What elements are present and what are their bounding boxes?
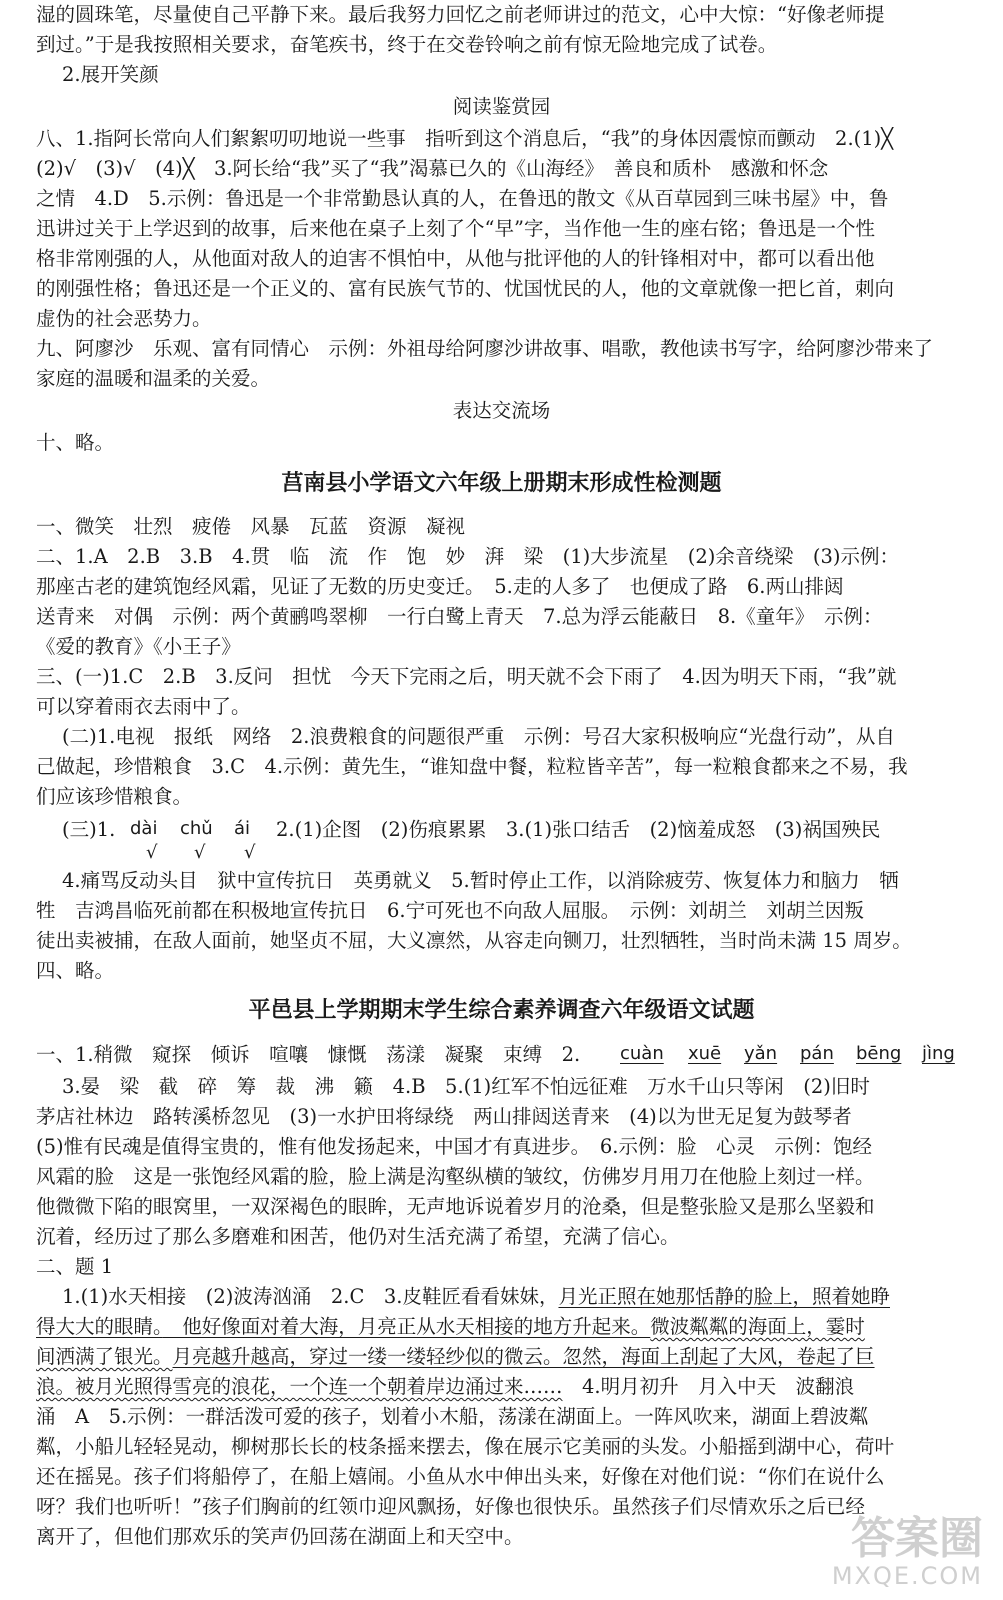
text-line <box>36 1342 875 1372</box>
pinyin-answer: yǎn <box>744 1043 778 1064</box>
text-line: 可以穿着雨衣去雨中了。 <box>36 695 251 718</box>
text-line: 们应该珍惜粮食。 <box>36 785 193 808</box>
text-line: 二、1.A 2.B 3.B 4.贯 临 流 作 饱 妙 湃 梁 (1)大步流星 (2)余音绕梁 (3)示例： <box>36 545 900 568</box>
text-line: 呀？我们也听听！”孩子们胸前的红领巾迎风飘扬，好像也很快乐。虽然孩子们尽情欢乐之后已经 <box>36 1495 865 1518</box>
text-line: 徒出卖被捕，在敌人面前，她坚贞不屈，大义凛然，从容走向铡刀，壮烈牺牲，当时尚未满 15 周岁。 <box>36 929 912 952</box>
pinyin-answer: cuàn <box>620 1043 664 1064</box>
text-line: 己做起，珍惜粮食 3.C 4.示例：黄先生，“谁知盘中餐，粒粒皆辛苦”，每一粒粮食都来之不易，我 <box>36 755 908 778</box>
text-line: 《爱的教育》《小王子》 <box>36 635 241 658</box>
section-heading-reading: 阅读鉴赏园 <box>452 95 551 118</box>
text-line: 家庭的温暖和温柔的关爱。 <box>36 367 271 390</box>
check-mark-icon: √ <box>244 842 256 863</box>
text-line: 一、1.稍微 窥探 倾诉 喧嚷 慷慨 荡漾 凝聚 束缚 2. <box>36 1043 581 1066</box>
text-line: 二、题 1 <box>36 1255 114 1278</box>
pinyin-answer: ái <box>234 818 251 839</box>
text-line: (2)√ (3)√ (4)╳ 3.阿长给“我”买了“我”渴慕已久的《山海经》 善良和质朴 感激和怀念 <box>36 157 829 180</box>
exam-title-pingyi: 平邑县上学期期末学生综合素养调查六年级语文试题 <box>248 998 755 1023</box>
text-line: 他微微下陷的眼窝里，一双深褐色的眼眸，无声地诉说着岁月的沧桑，但是整张脸又是那么坚毅和 <box>36 1195 875 1218</box>
watermark-site: MXQE.COM <box>831 1562 983 1590</box>
text-line: (三)1. <box>62 818 116 841</box>
text-line: 湿的圆珠笔，尽量使自己平静下来。最后我努力回忆之前老师讲过的范文，心中大惊：“好像老师提 <box>36 3 885 26</box>
exam-title-junan: 莒南县小学语文六年级上册期末形成性检测题 <box>281 471 722 496</box>
check-mark-icon: √ <box>194 842 206 863</box>
text-line: 格非常刚强的人，从他面对敌人的迫害不惧怕中，从他与批评他的人的针锋相对中，都可以看出他 <box>36 247 875 270</box>
text-line: 浪。被月光照得雪亮的浪花，一个连一个朝着岸边涌过来…… 4.明月初升 月入中天 波翻浪 <box>36 1375 855 1398</box>
text-line: (5)惟有民魂是值得宝贵的，惟有他发扬起来，中国才有真进步。 6.示例：脸 心灵 示例：饱经 <box>36 1135 872 1158</box>
text-line: 4.痛骂反动头目 狱中宣传抗日 英勇就义 5.暂时停止工作，以消除疲劳、恢复体力和脑力 牺 <box>62 869 899 892</box>
text-line: 风霜的脸 这是一张饱经风霜的脸，脸上满是沟壑纵横的皱纹，仿佛岁月用刀在他脸上刻过一样。 <box>36 1165 875 1188</box>
text-line: 送青来 对偶 示例：两个黄鹂鸣翠柳 一行白鹭上青天 7.总为浮云能蔽日 8.《童年》 示例： <box>36 605 883 628</box>
pinyin-answer: pán <box>800 1043 834 1064</box>
text-line: 1.(1)水天相接 (2)波涛汹涌 2.C 3.皮鞋匠看看妹妹，月光正照在她那恬静的脸上，照着她睁 <box>62 1285 890 1308</box>
text-line: 到过。”于是我按照相关要求，奋笔疾书，终于在交卷铃响之前有惊无险地完成了试卷。 <box>36 33 778 56</box>
text-line: 迅讲过关于上学迟到的故事，后来他在桌子上刻了个“早”字，当作他一生的座右铭；鲁迅是一个性 <box>36 217 875 240</box>
text-line: 3.晏 梁 截 碎 筹 裁 沸 籁 4.B 5.(1)红军不怕远征难 万水千山只等闲 (2)旧时 <box>62 1075 870 1098</box>
text-line: 一、微笑 壮烈 疲倦 风暴 瓦蓝 资源 凝视 <box>36 515 466 538</box>
text-line: 还在摇晃。孩子们将船停了，在船上嬉闹。小鱼从水中伸出头来，好像在对他们说：“你们在说什么 <box>36 1465 885 1488</box>
text-line: 茅店社林边 路转溪桥忽见 (3)一水护田将绿绕 两山排闼送青来 (4)以为世无足复为鼓琴者 <box>36 1105 852 1128</box>
pinyin-answer: bēng <box>856 1043 902 1064</box>
underlined-answer: 得大大的眼睛。 <box>36 1315 163 1338</box>
underlined-answer: 月光正照在她那恬静的脸上，照着她睁 <box>558 1285 890 1308</box>
text-line: 三、(一)1.C 2.B 3.反问 担忧 今天下完雨之后，明天就不会下雨了 4.因为明天下雨，“我”就 <box>36 665 897 688</box>
text-line: 2.展开笑颜 <box>62 63 159 86</box>
watermark <box>831 1513 983 1590</box>
watermark-logo: 答案圈 <box>851 1513 983 1564</box>
check-mark-icon: √ <box>146 842 158 863</box>
text-line <box>36 1312 865 1342</box>
text-line: 虚伪的社会恶势力。 <box>36 307 212 330</box>
wavy-underlined-answer: 间洒满了银光。 <box>36 1345 173 1368</box>
text-line: 那座古老的建筑饱经风霜，见证了无数的历史变迁。 5.走的人多了 也便成了路 6.两山排闼 <box>36 575 844 598</box>
underlined-answer: 月亮越升越高，穿过一缕一缕轻纱似的微云。忽然，海面上刮起了大风，卷起了巨 <box>172 1345 875 1368</box>
text-line: 涌 A 5.示例：一群活泼可爱的孩子，划着小木船，荡漾在湖面上。一阵风吹来，湖面上碧波粼 <box>36 1405 869 1428</box>
text-line: 离开了，但他们那欢乐的笑声仍回荡在湖面上和天空中。 <box>36 1525 524 1548</box>
text-line: (二)1.电视 报纸 网络 2.浪费粮食的问题很严重 示例：号召大家积极响应“光盘行动”，从自 <box>62 725 895 748</box>
text-line: 四、略。 <box>36 959 115 982</box>
text-line: 九、阿廖沙 乐观、富有同情心 示例：外祖母给阿廖沙讲故事、唱歌，教他读书写字，给阿廖沙带来了 <box>36 337 934 360</box>
pinyin-answer: chǔ <box>180 818 213 839</box>
wavy-underlined-answer: 浪。被月光照得雪亮的浪花，一个连一个朝着岸边涌过来…… <box>36 1375 563 1398</box>
pinyin-answer: dài <box>130 818 158 839</box>
text-line: 沉着，经历过了那么多磨难和困苦，他仍对生活充满了希望，充满了信心。 <box>36 1225 680 1248</box>
text-line: 之情 4.D 5.示例：鲁迅是一个非常勤恳认真的人，在鲁迅的散文《从百草园到三味书屋》中，鲁 <box>36 187 889 210</box>
section-heading-expression: 表达交流场 <box>452 399 551 422</box>
text-line: 2.(1)企图 (2)伤痕累累 3.(1)张口结舌 (2)恼羞成怒 (3)祸国殃民 <box>276 818 881 841</box>
text-line: 牲 吉鸿昌临死前都在积极地宣传抗日 6.宁可死也不向敌人屈服。 示例：刘胡兰 刘胡兰因叛 <box>36 899 864 922</box>
text-line: 十、略。 <box>36 431 115 454</box>
pinyin-answer: jìng <box>922 1043 955 1064</box>
wavy-underlined-answer: 微波粼粼的海面上，霎时 <box>650 1315 865 1338</box>
text-line: 粼，小船儿轻轻晃动，柳树那长长的枝条摇来摆去，像在展示它美丽的头发。小船摇到湖中心，荷叶 <box>36 1435 895 1458</box>
text-line: 的刚强性格；鲁迅还是一个正义的、富有民族气节的、忧国忧民的人，他的文章就像一把匕首，刺向 <box>36 277 895 300</box>
underlined-answer: 他好像面对着大海，月亮正从水天相接的地方升起来。 <box>162 1315 651 1338</box>
pinyin-answer: xuē <box>688 1043 722 1064</box>
text-line: 八、1.指阿长常向人们絮絮叨叨地说一些事 指听到这个消息后，“我”的身体因震惊而颤动 2.(1)╳ <box>36 127 894 150</box>
